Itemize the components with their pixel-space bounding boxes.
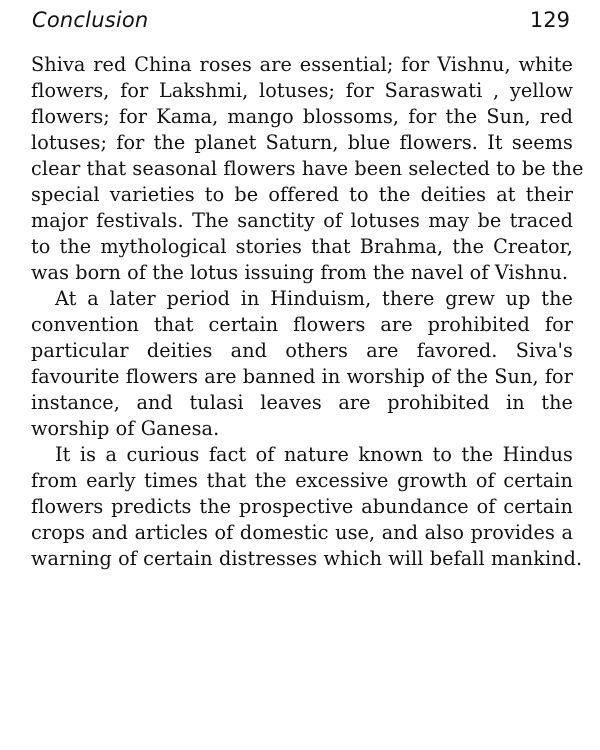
text-line: clear that seasonal flowers have been selected to be the [31,157,584,180]
text-line: particular deities and others are favored. Siva's [31,339,573,362]
text-line: special varieties to be offered to the deities at their [31,183,573,206]
paragraph-2 [31,286,573,442]
text-line: warning of certain distresses which will befall mankind. [31,547,583,570]
text-line: to the mythological stories that Brahma, the Creator, [31,235,573,258]
page-number: 129 [529,8,570,32]
text-line: At a later period in Hinduism, there grew up the [55,287,573,310]
text-line: major festivals. The sanctity of lotuses may be traced [31,209,573,232]
body-text [31,52,584,572]
text-line: lotuses; for the planet Saturn, blue flowers. It seems [31,131,573,154]
text-line: favourite flowers are banned in worship of the Sun, for [31,365,573,388]
text-line: It is a curious fact of nature known to the Hindus [55,443,573,466]
text-line: was born of the lotus issuing from the navel of Vishnu. [31,261,569,284]
text-line: flowers, for Lakshmi, lotuses; for Saraswati , yellow [31,79,573,102]
text-line: crops and articles of domestic use, and also provides a [31,521,573,544]
text-line: from early times that the excessive growth of certain [31,469,573,492]
text-line: flowers predicts the prospective abundance of certain [31,495,573,518]
text-line: worship of Ganesa. [31,417,220,440]
paragraph-1 [31,52,584,286]
paragraph-3 [31,442,583,572]
running-head: Conclusion [32,8,149,32]
text-line: convention that certain flowers are prohibited for [31,313,573,336]
text-line: instance, and tulasi leaves are prohibited in the [31,391,573,414]
text-line: flowers; for Kama, mango blossoms, for the Sun, red [31,105,573,128]
text-line: Shiva red China roses are essential; for Vishnu, white [31,53,573,76]
